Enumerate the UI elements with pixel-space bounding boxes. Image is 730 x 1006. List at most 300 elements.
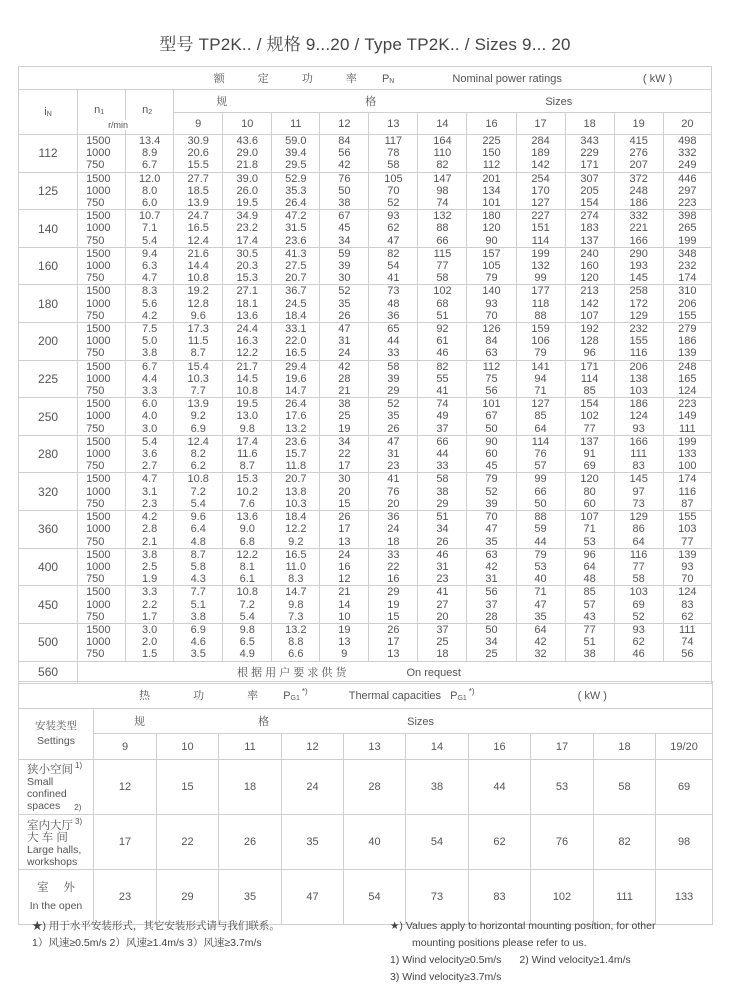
power-value: 18 [387, 535, 400, 548]
power-value: 154 [580, 398, 599, 411]
n1-cell [78, 285, 126, 323]
col-header-n1: n1 [94, 104, 105, 116]
thermal-size-header: 16 [469, 734, 531, 760]
power-value: 24.7 [187, 210, 209, 223]
power-cell [418, 285, 467, 323]
ratio-cell: 320 [19, 473, 78, 511]
power-value: 170 [531, 184, 550, 197]
note-en-wind-2: 2) Wind velocity≥1.4m/s [519, 954, 631, 966]
power-cell [369, 323, 418, 361]
power-value: 12.2 [236, 347, 258, 360]
power-value: 8.7 [190, 548, 206, 561]
n2-cell [126, 511, 174, 549]
setting-cn: 室内大厅 $^{3)}$ [27, 817, 83, 832]
size-header: 18 [565, 113, 614, 135]
ratio-cell: 280 [19, 435, 78, 473]
power-value: 13 [338, 535, 351, 548]
power-cell [369, 172, 418, 210]
power-value: 129 [629, 309, 648, 322]
power-value: 15.7 [285, 448, 307, 461]
power-value: 51 [436, 511, 449, 524]
power-value: 19 [387, 598, 400, 611]
power-cell [516, 398, 565, 436]
power-value: 35 [534, 610, 547, 623]
power-value: 10.3 [187, 372, 209, 385]
power-cell [614, 323, 663, 361]
power-value: 63 [485, 347, 498, 360]
power-value: 205 [580, 184, 599, 197]
thermal-value: 111 [594, 870, 656, 925]
power-value: 8.3 [288, 573, 304, 586]
power-value: 41 [436, 586, 449, 599]
page-title: 型号 TP2K.. / 规格 9...20 / Type TP2K.. / Sizes 9... 20 [159, 35, 571, 54]
power-value: 33 [436, 460, 449, 473]
power-value: 157 [482, 247, 501, 260]
power-value: 58 [632, 573, 645, 586]
thermal-size-header: 17 [531, 734, 594, 760]
power-value: 88 [436, 222, 449, 235]
power-value: 13.8 [285, 485, 307, 498]
n1-cell-value: 1000 [86, 335, 111, 348]
power-value: 26 [338, 309, 351, 322]
thermal-size-header: 12 [282, 734, 344, 760]
power-value: 166 [629, 435, 648, 448]
power-cell [467, 435, 516, 473]
power-value: 30.9 [187, 135, 209, 147]
setting-cn: 狭小空间 $^{1)}$ [27, 761, 83, 776]
power-cell [663, 511, 711, 549]
rpm-unit: r/min [108, 120, 129, 130]
power-value: 132 [433, 210, 452, 223]
power-value: 41 [436, 385, 449, 398]
power-value: 17 [338, 523, 351, 536]
thermal-value: 83 [469, 870, 531, 925]
n1-cell-value: 1000 [86, 147, 111, 160]
power-value: 64 [534, 623, 547, 636]
power-value: 20 [338, 485, 351, 498]
power-value: 45 [485, 460, 498, 473]
power-cell [369, 473, 418, 511]
power-value: 206 [678, 297, 697, 310]
power-value: 33 [387, 347, 400, 360]
power-cell [223, 473, 272, 511]
note-en-wind-3: 3) Wind velocity≥3.7m/s [390, 971, 502, 983]
ratio-cell: 125 [19, 172, 78, 210]
power-value: 39 [338, 260, 351, 273]
n1-cell-value: 1500 [86, 323, 111, 336]
power-cell [418, 511, 467, 549]
thermal-size-header: 10 [157, 734, 219, 760]
power-cell [272, 586, 320, 624]
power-cell [174, 473, 223, 511]
power-value: 13.6 [236, 309, 258, 322]
power-value: 343 [580, 135, 599, 147]
power-value: 10.8 [236, 586, 258, 599]
n2-cell [126, 360, 174, 398]
power-value: 8.1 [239, 560, 255, 573]
power-cell [663, 210, 711, 248]
power-value: 120 [580, 473, 599, 486]
power-value: 115 [433, 247, 452, 260]
note-en-star-1: ★) Values apply to horizontal mounting position, for other [390, 920, 656, 932]
power-value: 117 [384, 135, 403, 147]
n2-cell [126, 247, 174, 285]
power-value: 6.8 [239, 535, 255, 548]
power-cell [174, 135, 223, 173]
power-value: 42 [338, 360, 351, 373]
n2-cell-value: 1.9 [142, 573, 158, 586]
n2-cell-value: 5.0 [142, 335, 158, 348]
thermal-value: 35 [219, 870, 282, 925]
power-value: 372 [629, 172, 648, 185]
power-cell [516, 473, 565, 511]
n1-cell-value: 1500 [86, 511, 111, 524]
power-cell [418, 247, 467, 285]
power-value: 83 [632, 460, 645, 473]
ratio-cell: 450 [19, 586, 78, 624]
power-value: 171 [580, 360, 599, 373]
col-header-iN: iN [19, 90, 78, 135]
power-value: 78 [387, 147, 400, 160]
n1-cell-value: 1000 [86, 523, 111, 536]
n1-cell-value: 1000 [86, 448, 111, 461]
power-value: 9.0 [239, 523, 255, 536]
power-value: 52 [338, 285, 351, 298]
n1-cell-value: 1500 [86, 247, 111, 260]
power-cell [320, 511, 369, 549]
power-value: 150 [482, 147, 501, 160]
power-cell [614, 398, 663, 436]
power-value: 142 [580, 297, 599, 310]
power-value: 34 [436, 523, 449, 536]
power-cell [418, 323, 467, 361]
thermal-value: 54 [344, 870, 406, 925]
power-cell [663, 285, 711, 323]
n1-cell-value: 1500 [86, 135, 111, 147]
power-value: 50 [338, 184, 351, 197]
power-cell [467, 172, 516, 210]
power-value: 57 [534, 460, 547, 473]
power-value: 10.3 [285, 497, 307, 510]
power-value: 36 [387, 511, 400, 524]
power-cell [614, 135, 663, 173]
power-cell [663, 172, 711, 210]
power-value: 159 [531, 323, 550, 336]
n2-cell-value: 5.4 [142, 435, 158, 448]
power-value: 35.3 [285, 184, 307, 197]
power-value: 189 [531, 147, 550, 160]
power-value: 79 [485, 473, 498, 486]
power-cell [614, 473, 663, 511]
power-cell [223, 135, 272, 173]
ratio-cell: 560 [19, 661, 78, 683]
power-value: 47 [338, 323, 351, 336]
power-title-cn-4: 率 [345, 73, 357, 85]
power-cell [320, 435, 369, 473]
power-value: 70 [387, 184, 400, 197]
n1-cell [78, 210, 126, 248]
power-value: 20 [436, 610, 449, 623]
power-value: 52 [632, 610, 645, 623]
power-cell [516, 285, 565, 323]
power-value: 116 [629, 347, 648, 360]
ratio-group-row [19, 435, 712, 473]
power-value: 7.2 [239, 598, 255, 611]
power-value: 84 [338, 135, 351, 147]
power-cell [663, 360, 711, 398]
power-value: 83 [681, 598, 694, 611]
power-value: 114 [531, 435, 550, 448]
setting-en: workshops [27, 856, 78, 868]
power-value: 12.8 [187, 297, 209, 310]
power-value: 42 [338, 159, 351, 172]
power-value: 7.7 [190, 385, 206, 398]
power-cell [272, 247, 320, 285]
power-value: 10 [338, 610, 351, 623]
power-value: 23 [387, 460, 400, 473]
power-cell [320, 247, 369, 285]
power-value: 33.1 [285, 323, 307, 336]
power-value: 41.3 [285, 247, 307, 260]
power-cell [663, 323, 711, 361]
power-value: 101 [482, 197, 501, 210]
power-value: 101 [482, 398, 501, 411]
power-value: 64 [583, 560, 596, 573]
power-cell [467, 398, 516, 436]
power-value: 16 [387, 573, 400, 586]
power-cell [320, 623, 369, 661]
n1-cell-value: 1500 [86, 398, 111, 411]
power-value: 62 [632, 636, 645, 649]
power-value: 27.7 [187, 172, 209, 185]
power-value: 227 [531, 210, 550, 223]
power-value: 60 [485, 448, 498, 461]
size-header: 10 [223, 113, 272, 135]
power-value: 276 [629, 147, 648, 160]
setting-en: Large halls, [27, 844, 82, 856]
power-value: 171 [580, 159, 599, 172]
power-value: 16.5 [285, 347, 307, 360]
setting-en: confined [27, 788, 67, 800]
power-value: 18.4 [285, 511, 307, 524]
power-value: 5.8 [190, 560, 206, 573]
n2-cell-value: 4.2 [142, 309, 158, 322]
n1-cell-value: 750 [86, 497, 105, 510]
power-value: 38 [338, 197, 351, 210]
power-value: 66 [534, 485, 547, 498]
power-value: 140 [482, 285, 501, 298]
power-cell [516, 435, 565, 473]
power-cell [467, 247, 516, 285]
n2-cell-value: 2.8 [142, 523, 158, 536]
power-cell [174, 285, 223, 323]
ratio-group-row [19, 285, 712, 323]
power-value: 39 [387, 372, 400, 385]
power-value: 11.5 [187, 335, 209, 348]
power-cell [174, 548, 223, 586]
thermal-value: 133 [656, 870, 713, 925]
power-value: 29 [436, 497, 449, 510]
power-cell [614, 247, 663, 285]
power-cell [565, 172, 614, 210]
n2-cell-value: 2.1 [142, 535, 158, 548]
power-value: 43.6 [236, 135, 258, 147]
power-value: 11.0 [285, 560, 307, 573]
n2-cell [126, 435, 174, 473]
power-value: 20 [387, 497, 400, 510]
power-value: 129 [629, 511, 648, 524]
power-value: 37 [436, 422, 449, 435]
power-value: 52.9 [285, 172, 307, 185]
power-value: 165 [678, 372, 697, 385]
power-cell [614, 511, 663, 549]
thermal-row [19, 760, 713, 815]
setting-en: spaces 2) [27, 800, 82, 812]
power-value: 232 [678, 260, 697, 273]
ratio-cell: 500 [19, 623, 78, 661]
power-cell [467, 360, 516, 398]
power-value: 142 [531, 159, 550, 172]
power-value: 30 [338, 272, 351, 285]
power-value: 52 [387, 197, 400, 210]
power-value: 110 [433, 147, 452, 160]
n1-cell-value: 1500 [86, 285, 111, 298]
power-value: 105 [384, 172, 403, 185]
power-value: 77 [583, 422, 596, 435]
power-value: 76 [534, 448, 547, 461]
note-cn-wind: 1）风速≥0.5m/s 2）风速≥1.4m/s 3）风速≥3.7m/s [32, 937, 262, 949]
n2-cell-value: 6.7 [142, 159, 158, 172]
power-value: 111 [630, 448, 647, 461]
power-value: 74 [681, 636, 694, 649]
power-cell [369, 623, 418, 661]
power-value: 23.2 [236, 222, 258, 235]
power-value: 149 [678, 410, 697, 423]
power-value: 79 [534, 347, 547, 360]
power-cell [516, 210, 565, 248]
n1-cell-value: 1500 [86, 473, 111, 486]
power-value: 79 [534, 548, 547, 561]
power-value: 21 [338, 586, 351, 599]
power-value: 73 [632, 497, 645, 510]
power-value: 232 [629, 323, 648, 336]
power-value: 274 [580, 210, 599, 223]
power-value: 128 [580, 335, 599, 348]
power-cell [418, 210, 467, 248]
power-value: 35 [338, 297, 351, 310]
power-cell [663, 135, 711, 173]
ratio-group-row [19, 247, 712, 285]
power-value: 47.2 [285, 210, 307, 223]
power-cell [320, 135, 369, 173]
n2-cell [126, 210, 174, 248]
power-value: 42 [485, 560, 498, 573]
power-value: 15.3 [236, 272, 258, 285]
power-value: 12.4 [187, 435, 209, 448]
power-value: 9.8 [288, 598, 304, 611]
n1-cell-value: 1000 [86, 372, 111, 385]
n1-cell-value: 1000 [86, 297, 111, 310]
power-value: 75 [485, 372, 498, 385]
power-value: 67 [338, 210, 351, 223]
power-value: 26.4 [285, 197, 307, 210]
power-cell [174, 360, 223, 398]
power-value: 147 [433, 172, 452, 185]
power-cell [614, 435, 663, 473]
power-value: 127 [531, 398, 550, 411]
power-value: 59 [534, 523, 547, 536]
n1-cell [78, 323, 126, 361]
power-cell [223, 586, 272, 624]
n2-cell-value: 8.3 [142, 285, 158, 298]
n1-cell [78, 473, 126, 511]
power-value: 33 [387, 548, 400, 561]
power-cell [174, 323, 223, 361]
thermal-value: 98 [656, 815, 713, 870]
power-cell [467, 548, 516, 586]
thermal-value: 53 [531, 760, 594, 815]
power-value: 164 [433, 135, 452, 147]
power-value: 29.4 [285, 360, 307, 373]
power-value: 77 [583, 623, 596, 636]
thermal-value: 40 [344, 815, 406, 870]
power-value: 21 [338, 385, 351, 398]
n2-cell-value: 8.0 [142, 184, 158, 197]
col-header-n2: n2 [142, 104, 153, 116]
power-value: 9.8 [239, 623, 255, 636]
power-value: 34.9 [236, 210, 258, 223]
power-cell [369, 210, 418, 248]
thermal-value: 29 [157, 870, 219, 925]
power-value: 9.6 [190, 309, 206, 322]
power-value: 56 [681, 648, 694, 661]
power-value: 18.4 [285, 309, 307, 322]
n1-cell-value: 750 [86, 385, 105, 398]
power-value: 58 [387, 360, 400, 373]
power-cell [272, 511, 320, 549]
power-value: 27.1 [236, 285, 258, 298]
thermal-value: 73 [406, 870, 469, 925]
power-value: 17 [338, 460, 351, 473]
power-value: 47 [387, 435, 400, 448]
thermal-title-row: 热 功 率 PG1*) Thermal capacities PG1*) ( kW ) [19, 682, 713, 709]
power-value: 145 [629, 473, 648, 486]
thermal-size-header: 14 [406, 734, 469, 760]
ratio-cell: 225 [19, 360, 78, 398]
power-value: 35 [485, 535, 498, 548]
n2-cell-value: 3.6 [142, 448, 158, 461]
power-cell [369, 435, 418, 473]
power-value: 103 [629, 586, 648, 599]
n2-cell [126, 323, 174, 361]
power-cell [418, 473, 467, 511]
power-value: 27.5 [285, 260, 307, 273]
thermal-row [19, 815, 713, 870]
setting-en: Small [27, 776, 54, 788]
power-value: 69 [583, 460, 596, 473]
power-cell [223, 623, 272, 661]
power-value: 21.6 [187, 247, 209, 260]
power-cell [369, 586, 418, 624]
power-value: 96 [583, 548, 596, 561]
power-value: 112 [482, 159, 501, 172]
power-cell [516, 623, 565, 661]
thermal-value: 28 [344, 760, 406, 815]
power-cell [565, 586, 614, 624]
power-value: 14.7 [285, 586, 307, 599]
power-value: 6.9 [190, 422, 206, 435]
power-value: 279 [678, 323, 697, 336]
